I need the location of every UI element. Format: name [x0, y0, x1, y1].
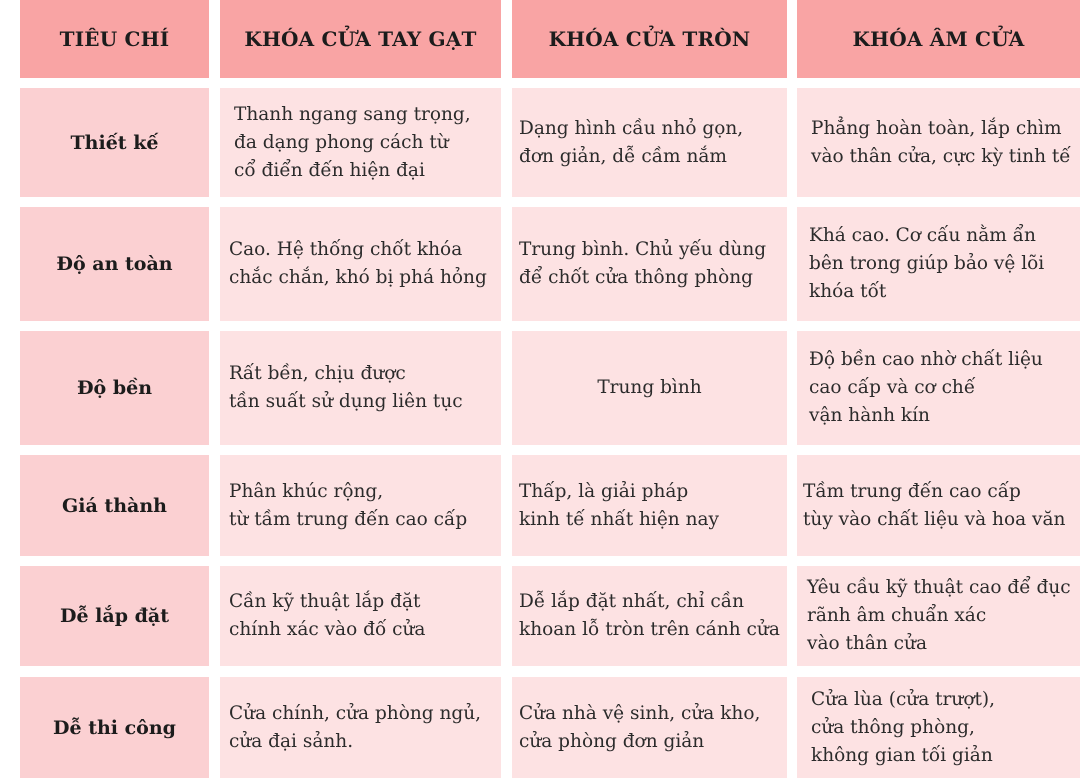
cell-line: Độ bền cao nhờ chất liệu: [809, 349, 1043, 370]
cell-line: Trung bình: [597, 377, 702, 398]
cell-line: bên trong giúp bảo vệ lõi: [809, 253, 1045, 274]
cell-construction-mortise: [797, 677, 1080, 778]
cell-line: đơn giản, dễ cầm nắm: [519, 145, 727, 167]
cell-design-knob: [512, 88, 787, 197]
row-label-text: Độ an toàn: [56, 253, 173, 275]
cell-line: để chốt cửa thông phòng: [519, 267, 753, 288]
cell-line: Thấp, là giải pháp: [519, 480, 689, 502]
cell-installation-lever: [220, 566, 501, 666]
cell-line: Khá cao. Cơ cấu nằm ẩn: [809, 225, 1036, 246]
cell-price-knob: [512, 455, 787, 556]
cell-construction-knob: [512, 677, 787, 778]
cell-line: Dễ lắp đặt nhất, chỉ cần: [519, 591, 744, 612]
header-lever-lock-text: KHÓA CỬA TAY GẠT: [244, 27, 477, 51]
row-label-construction: [20, 677, 209, 778]
cell-durability-lever: [220, 331, 501, 445]
cell-line: Phẳng hoàn toàn, lắp chìm: [811, 117, 1062, 139]
cell-line: Cửa lùa (cửa trượt),: [811, 688, 995, 710]
cell-line: Cao. Hệ thống chốt khóa: [229, 239, 463, 260]
row-label-installation: [20, 566, 209, 666]
header-knob-lock-text: KHÓA CỬA TRÒN: [548, 27, 751, 51]
cell-line: từ tầm trung đến cao cấp: [229, 508, 468, 530]
header-lever-lock: [220, 0, 501, 78]
cell-installation-mortise: [797, 566, 1080, 666]
cell-line: không gian tối giản: [811, 744, 993, 766]
cell-line: rãnh âm chuẩn xác: [807, 605, 987, 626]
row-label-price: [20, 455, 209, 556]
row-label-text: Giá thành: [62, 494, 167, 517]
cell-line: khóa tốt: [809, 281, 887, 302]
row-label-text: Thiết kế: [70, 131, 159, 154]
cell-line: kinh tế nhất hiện nay: [519, 508, 719, 530]
cell-line: Dạng hình cầu nhỏ gọn,: [519, 117, 744, 139]
cell-installation-knob: [512, 566, 787, 666]
cell-line: Yêu cầu kỹ thuật cao để đục: [807, 577, 1071, 598]
header-criteria-text: TIÊU CHÍ: [59, 27, 170, 51]
cell-line: đa dạng phong cách từ: [234, 131, 449, 153]
cell-safety-knob: [512, 207, 787, 321]
cell-line: cao cấp và cơ chế: [809, 377, 976, 398]
cell-price-lever: [220, 455, 501, 556]
header-mortise-lock-text: KHÓA ÂM CỬA: [852, 27, 1025, 51]
cell-line: Cửa chính, cửa phòng ngủ,: [229, 702, 482, 724]
cell-line: Cần kỹ thuật lắp đặt: [229, 591, 421, 612]
cell-construction-lever: [220, 677, 501, 778]
cell-line: Thanh ngang sang trọng,: [234, 103, 471, 125]
row-label-design: [20, 88, 209, 197]
row-label-safety: [20, 207, 209, 321]
cell-price-mortise: [797, 455, 1080, 556]
cell-line: tần suất sử dụng liên tục: [229, 391, 463, 412]
cell-line: cửa thông phòng,: [811, 716, 975, 738]
cell-line: vận hành kín: [809, 405, 930, 426]
cell-durability-mortise: [797, 331, 1080, 445]
cell-line: khoan lỗ tròn trên cánh cửa: [519, 619, 780, 640]
row-label-text: Độ bền: [76, 377, 153, 399]
cell-line: cửa đại sảnh.: [229, 730, 354, 752]
cell-line: vào thân cửa, cực kỳ tinh tế: [811, 145, 1071, 167]
row-label-durability: [20, 331, 209, 445]
cell-line: vào thân cửa: [807, 633, 927, 654]
cell-line: Rất bền, chịu được: [229, 363, 406, 384]
cell-line: Phân khúc rộng,: [229, 480, 384, 502]
header-knob-lock: [512, 0, 787, 78]
cell-design-mortise: [797, 88, 1080, 197]
row-label-text: Dễ thi công: [53, 716, 176, 739]
cell-design-lever: [220, 88, 501, 197]
cell-safety-lever: [220, 207, 501, 321]
cell-line: chính xác vào đố cửa: [229, 619, 426, 640]
cell-safety-mortise: [797, 207, 1080, 321]
cell-line: Tầm trung đến cao cấp: [803, 480, 1021, 502]
cell-line: chắc chắn, khó bị phá hỏng: [229, 267, 487, 288]
cell-line: tùy vào chất liệu và hoa văn: [803, 508, 1066, 530]
cell-line: Trung bình. Chủ yếu dùng: [519, 239, 767, 260]
cell-line: Cửa nhà vệ sinh, cửa kho,: [519, 702, 761, 724]
cell-line: cửa phòng đơn giản: [519, 730, 705, 752]
row-label-text: Dễ lắp đặt: [60, 605, 169, 627]
header-mortise-lock: [797, 0, 1080, 78]
cell-line: cổ điển đến hiện đại: [234, 159, 425, 181]
cell-durability-knob: [512, 331, 787, 445]
header-criteria: [20, 0, 209, 78]
